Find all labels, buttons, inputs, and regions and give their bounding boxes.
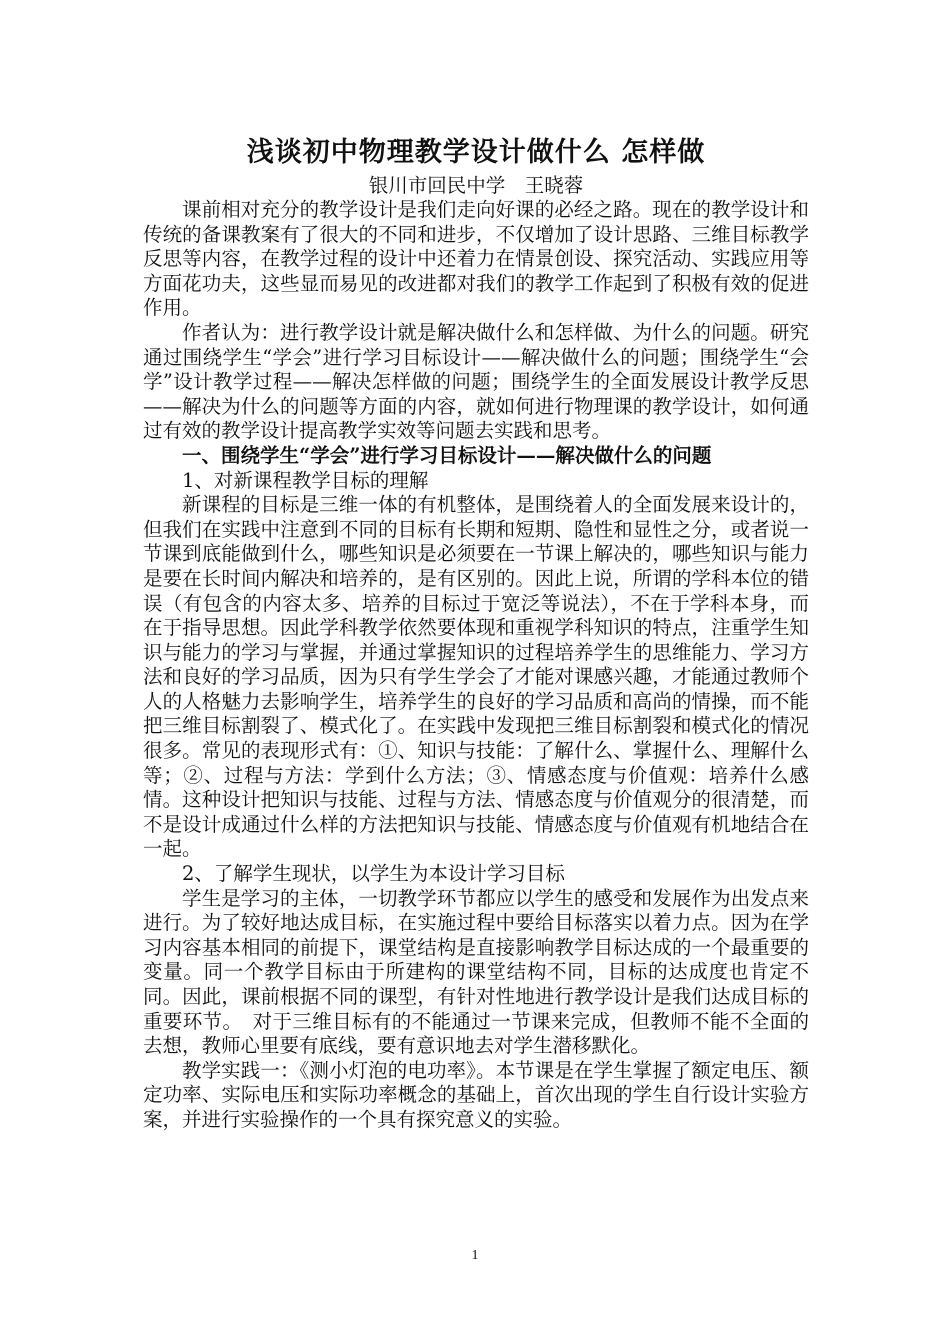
document-body	[143, 136, 809, 1133]
section-heading-1: 一、围绕学生“学会”进行学习目标设计——解决做什么的问题	[182, 443, 712, 467]
document-title: 浅谈初中物理教学设计做什么 怎样做	[246, 137, 706, 168]
paragraph-new-curriculum: 新课程的目标是三维一体的有机整体，是围绕着人的全面发展来设计的，但我们在实践中注意到不同的目标有长期和短期、隐性和显性之分，或者说一节课到底能做到什么，哪些知识是必须要在一节课上解决的，哪些知识与能力是要在长时间内解决和培养的，是有区别的。因此上说，所谓的学科本位的错误（有包含的内容太多、培养的目标过于宽泛等说法），不在于学科本身，而在于指导思想。因此学科教学依然要体现和重视学科知识的特点，注重学生知识与能力的学习与掌握，并通过掌握知识的过程培养学生的思维能力、学习方法和良好的学习品质，因为只有学生学会了才能对课感兴趣，才能通过教师个人的人格魅力去影响学生，培养学生的良好的学习品质和高尚的情操，而不能把三维目标割裂了、模式化了。在实践中发现把三维目标割裂和模式化的情况很多。常见的表现形式有：①、知识与技能：了解什么、掌握什么、理解什么等；②、过程与方法：学到什么方法；③、情感态度与价值观：培养什么感情。这种设计把知识与技能、过程与方法、情感态度与价值观分的很清楚，而不是设计成通过什么样的方法把知识与技能、情感态度与价值观有机地结合在一起。	[143, 493, 809, 861]
paragraph-practice-one: 教学实践一：《测小灯泡的电功率》。本节课是在学生掌握了额定电压、额定功率、实际电压和实际功率概念的基础上，首次出现的学生自行设计实验方案，并进行实验操作的一个具有探究意义的实验。	[143, 1058, 809, 1131]
subheading-2: 2、了解学生现状，以学生为本设计学习目标	[182, 862, 565, 886]
paragraph-student-centered: 学生是学习的主体，一切教学环节都应以学生的感受和发展作为出发点来进行。为了较好地达成目标，在实施过程中要给目标落实以着力点。因为在学习内容基本相同的前提下，课堂结构是直接影响教学目标达成的一个最重要的变量。同一个教学目标由于所建构的课堂结构不同，目标的达成度也肯定不同。因此，课前根据不同的课型，有针对性地进行教学设计是我们达成目标的重要环节。 对于三维目标有的不能通过一节课来完成，但教师不能不全面的去想，教师心里要有底线，要有意识地去对学生潜移默化。	[143, 886, 809, 1058]
page-number: 1	[471, 1248, 479, 1263]
subheading-1: 1、对新课程教学目标的理解	[182, 468, 429, 492]
paragraph-author-view: 作者认为：进行教学设计就是解决做什么和怎样做、为什么的问题。研究通过围绕学生“学会”进行学习目标设计——解决做什么的问题；围绕学生“会学”设计教学过程——解决怎样做的问题；围绕学生的全面发展设计教学反思——解决为什么的问题等方面的内容，就如何进行物理课的教学设计，如何通过有效的教学设计提高教学实效等问题去实践和思考。	[143, 320, 809, 443]
author-line: 银川市回民中学 王晓蓉	[368, 174, 584, 197]
paragraph-intro: 课前相对充分的教学设计是我们走向好课的必经之路。现在的教学设计和传统的备课教案有了很大的不同和进步，不仅增加了设计思路、三维目标教学反思等内容，在教学过程的设计中还着力在情景创设、探究活动、实践应用等方面花功夫，这些显而易见的改进都对我们的教学工作起到了积极有效的促进作用。	[143, 198, 809, 320]
